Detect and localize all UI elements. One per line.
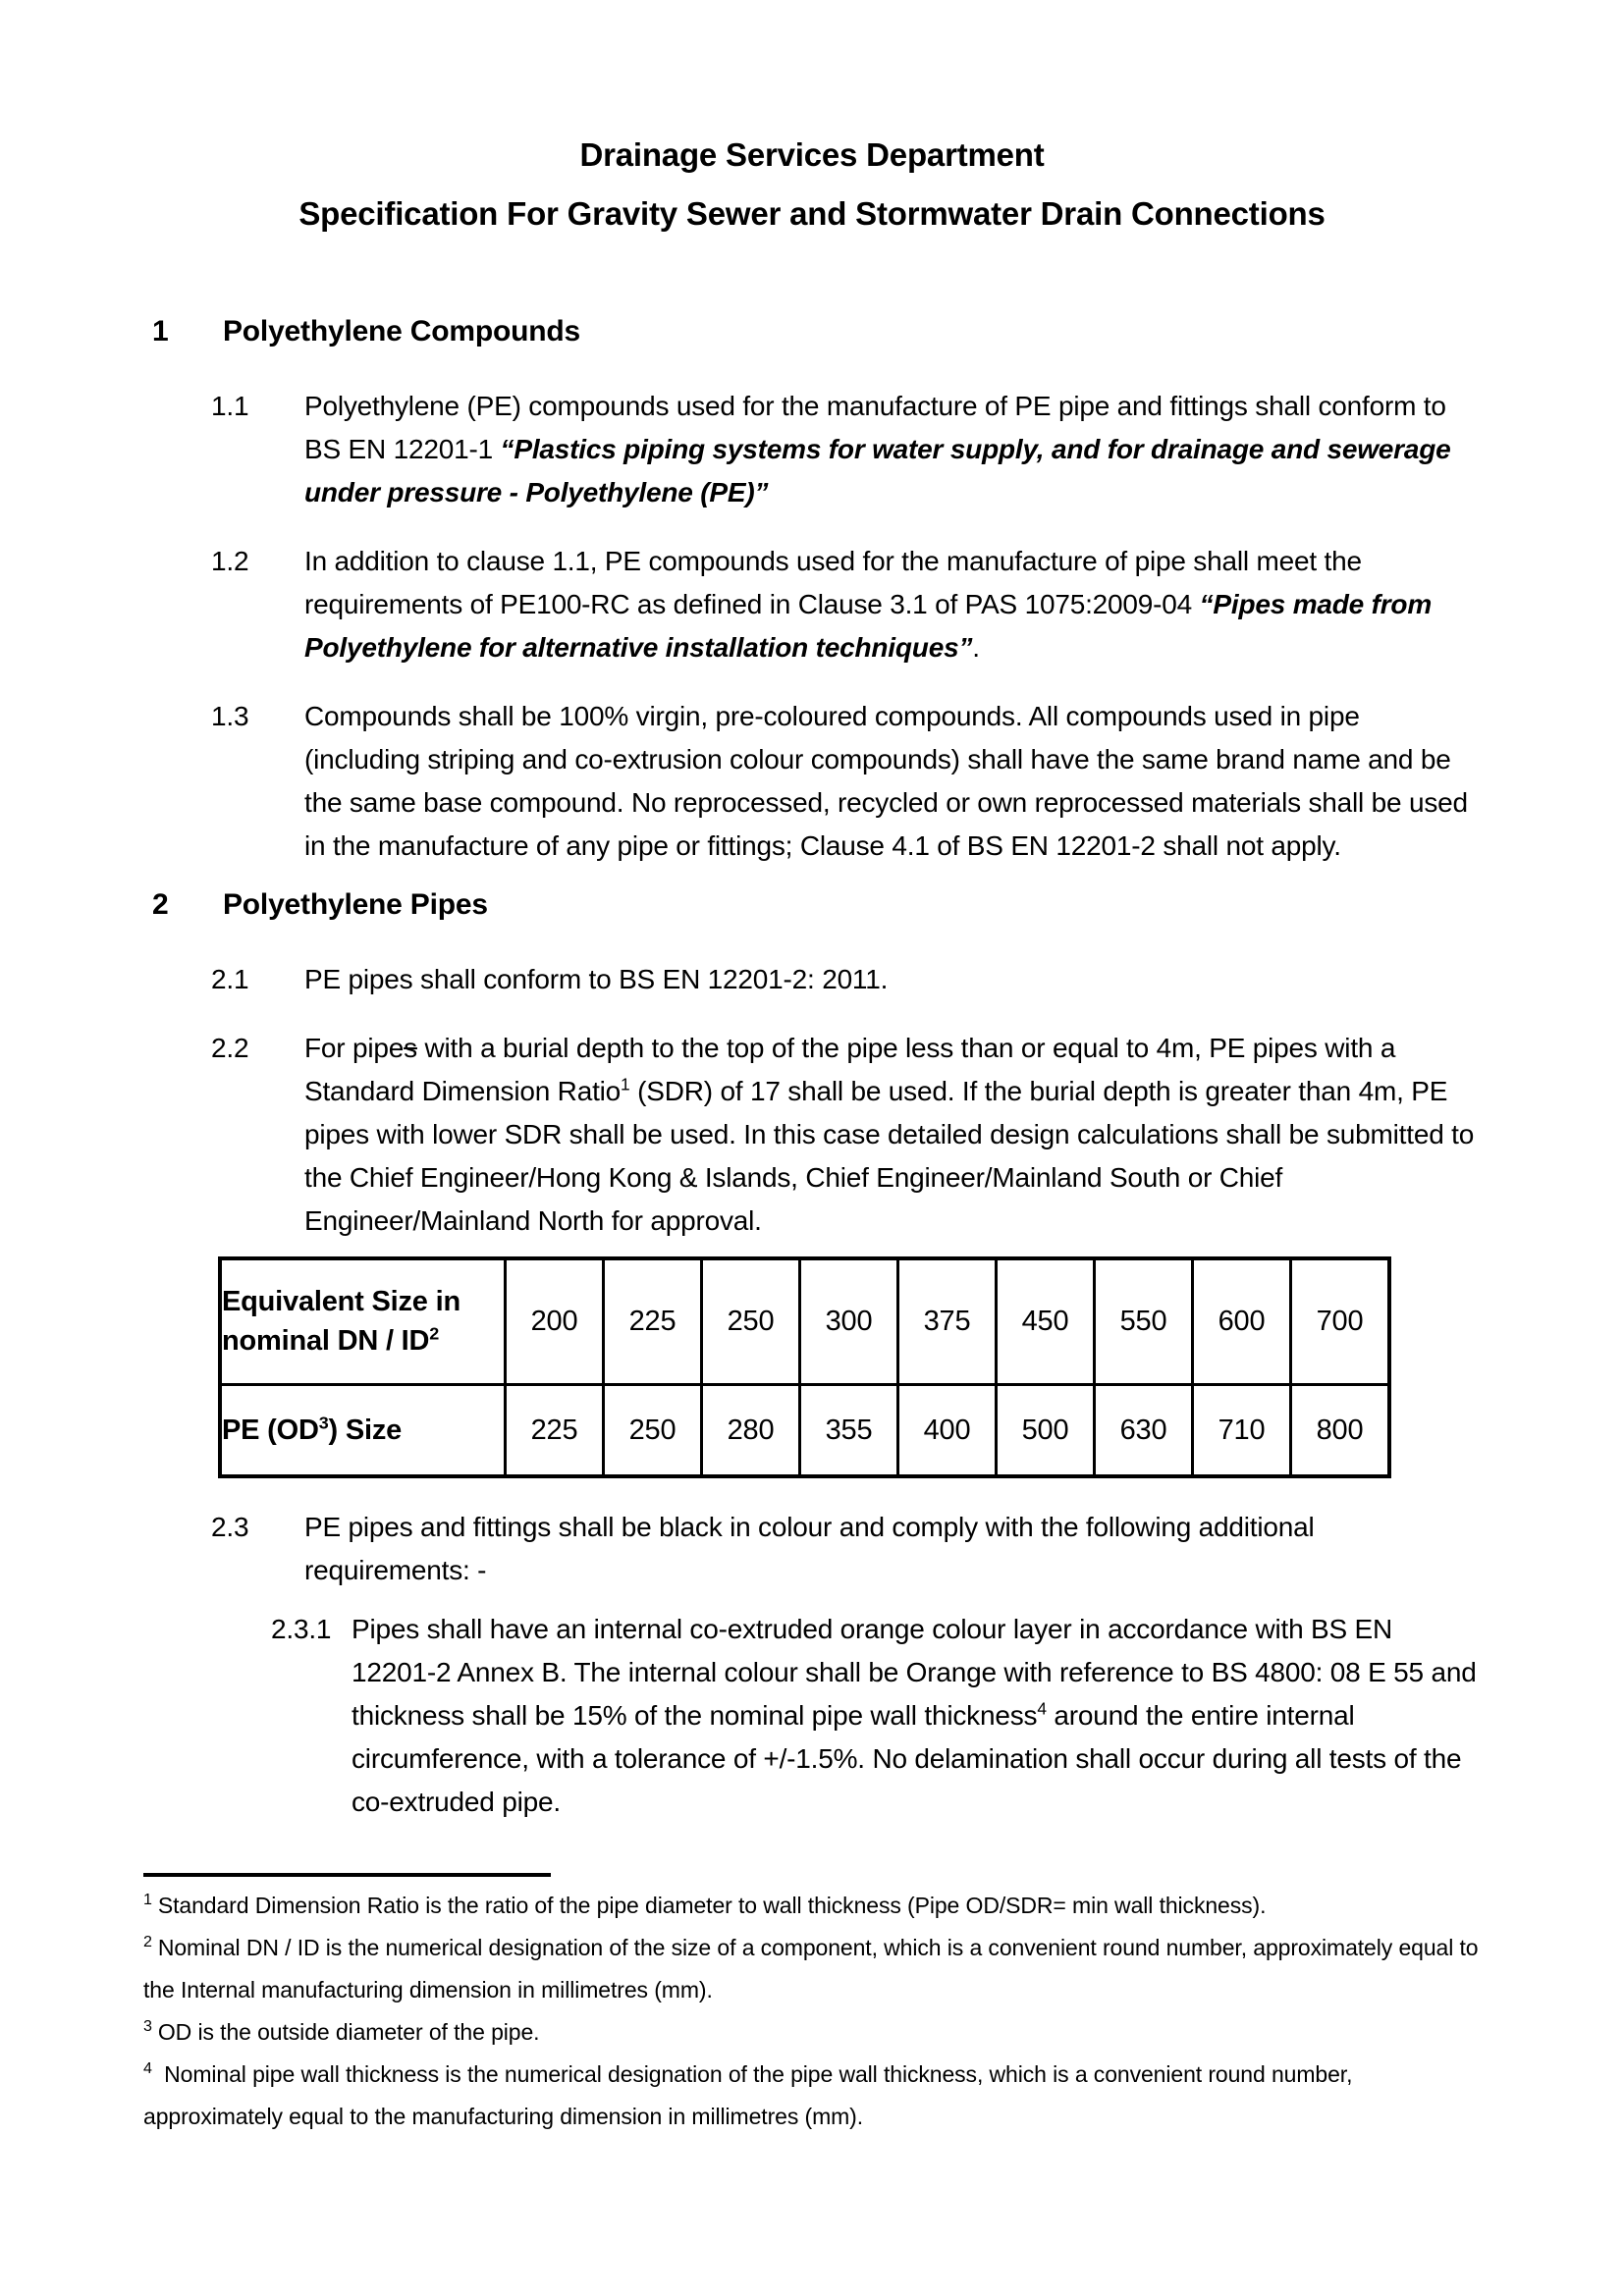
clause-1-2 [211, 540, 1477, 669]
clause-2-3-text: PE pipes and fittings shall be black in colour and comply with the following additional requirements: - [304, 1512, 1315, 1585]
footnote-separator [143, 1873, 551, 1877]
footnote-1-text: Standard Dimension Ratio is the ratio of the pipe diameter to wall thickness (Pipe OD/SDR= min wall thickness). [157, 1893, 1267, 1918]
table-cell: 300 [800, 1258, 898, 1384]
footnote-4 [143, 2054, 1490, 2138]
footnote-3-marker: 3 [143, 2017, 152, 2036]
section-2-number: 2 [152, 888, 169, 921]
table-cell: 500 [997, 1384, 1095, 1476]
footnote-2-marker: 2 [143, 1933, 152, 1951]
clause-2-1-text: PE pipes shall conform to BS EN 12201-2: 2011. [304, 964, 889, 994]
clause-2-3-1 [271, 1608, 1483, 1824]
section-1-number: 1 [152, 315, 169, 347]
footnote-1-marker: 1 [143, 1891, 152, 1909]
clause-1-1 [211, 385, 1477, 514]
table-cell: 710 [1193, 1384, 1291, 1476]
table-cell: 700 [1291, 1258, 1390, 1384]
table-cell: 450 [997, 1258, 1095, 1384]
table-cell: 200 [506, 1258, 604, 1384]
footnote-4-marker: 4 [143, 2059, 152, 2078]
section-2-heading [152, 885, 1477, 925]
footnote-3 [143, 2011, 1490, 2054]
document-header [0, 0, 1624, 243]
table-cell: 400 [898, 1384, 997, 1476]
table-cell: 250 [604, 1384, 702, 1476]
table-cell: 280 [702, 1384, 800, 1476]
table-label-equivalent-size: Equivalent Size in nominal DN / $ID^2$ [220, 1258, 506, 1384]
table-cell: 800 [1291, 1384, 1390, 1476]
table-cell: 355 [800, 1384, 898, 1476]
clause-1-3 [211, 695, 1477, 868]
footnote-2 [143, 1927, 1490, 2011]
table-cell: 630 [1095, 1384, 1193, 1476]
footnote-2-text: Nominal DN / ID is the numerical designation of the size of a component, which is a convenient round number, approximately equal to the Internal manufacturing dimension in millimetres (mm). [143, 1935, 1479, 2002]
clause-1-3-text: Compounds shall be 100% virgin, pre-coloured compounds. All compounds used in pipe (including striping and co-extrusion colour compounds) shall have the same brand name and be the same base compound. No reprocessed, recycled or own reprocessed materials shall be used in the manufacture of any pipe or fittings; Clause 4.1 of BS EN 12201-2 shall not apply. [304, 701, 1468, 861]
clause-1-2-text: In addition to clause 1.1, PE compounds used for the manufacture of pipe shall meet the requirements of PE100-RC as defined in Clause 3.1 of PAS 1075:2009-04 “Pipes made from Polyethylene for alternative installation techniques”. [304, 546, 1433, 663]
clause-2-2 [211, 1027, 1477, 1243]
table-cell: 375 [898, 1258, 997, 1384]
table-cell: 600 [1193, 1258, 1291, 1384]
table-cell: 550 [1095, 1258, 1193, 1384]
table-cell: 225 [506, 1384, 604, 1476]
clause-1-1-number: 1.1 [211, 391, 249, 421]
section-2-title: Polyethylene Pipes [223, 888, 488, 921]
clause-2-1 [211, 958, 1477, 1001]
footnote-3-text: OD is the outside diameter of the pipe. [157, 2019, 540, 2045]
clause-2-3-1-number: 2.3.1 [271, 1614, 332, 1644]
footnotes [143, 1885, 1490, 2138]
table-label-pe-od-size: PE $(OD^3)$ Size [220, 1384, 506, 1476]
section-1-title: Polyethylene Compounds [223, 315, 580, 347]
clause-1-2-number: 1.2 [211, 546, 249, 576]
clause-2-2-number: 2.2 [211, 1033, 249, 1063]
clause-2-3-1-text: Pipes shall have an internal co-extruded orange colour layer in accordance with BS EN 12201-2 Annex B. The internal colour shall be Orange with reference to BS 4800: 08 E 55 and thickness shall be 15% of the nominal pipe wall thickness$^4$ around the entire internal circumference, with a tolerance of +/-1.5%. No delamination shall occur during all tests of the co-extruded pipe. [352, 1614, 1477, 1817]
clause-2-1-number: 2.1 [211, 964, 249, 994]
table-row-pe-od-size [220, 1384, 1389, 1476]
section-1-heading [152, 312, 1477, 351]
footnote-1 [143, 1885, 1490, 1927]
footnote-4-text: Nominal pipe wall thickness is the numerical designation of the pipe wall thickness, which is a convenient round number, approximately equal to the manufacturing dimension in millimetres (mm). [143, 2061, 1353, 2129]
clause-2-3-number: 2.3 [211, 1512, 249, 1542]
pipe-size-table [218, 1256, 1391, 1478]
document-subtitle: Specification For Gravity Sewer and Stormwater Drain Connections [298, 195, 1326, 232]
table-row-equivalent-size [220, 1258, 1389, 1384]
clause-2-3 [211, 1506, 1477, 1592]
clause-1-1-text: Polyethylene (PE) compounds used for the manufacture of PE pipe and fittings shall conform to BS EN 12201-1 “Plastics piping systems for water supply, and for drainage and sewerage under pressure - Polyethylene (PE)” [304, 391, 1451, 507]
table-cell: 225 [604, 1258, 702, 1384]
clause-2-2-text: For pipes with a burial depth to the top of the pipe less than or equal to 4m, PE pipes with a Standard Dimension Ratio$^1$ (SDR) of 17 shall be used. If the burial depth is greater than 4m, PE pipes with lower SDR shall be used. In this case detailed design calculations shall be submitted to the Chief Engineer/Hong Kong & Islands, Chief Engineer/Mainland South or Chief Engineer/Mainland North for approval. [304, 1033, 1475, 1236]
document-title: Drainage Services Department [579, 136, 1045, 173]
clause-1-3-number: 1.3 [211, 701, 249, 731]
table-cell: 250 [702, 1258, 800, 1384]
